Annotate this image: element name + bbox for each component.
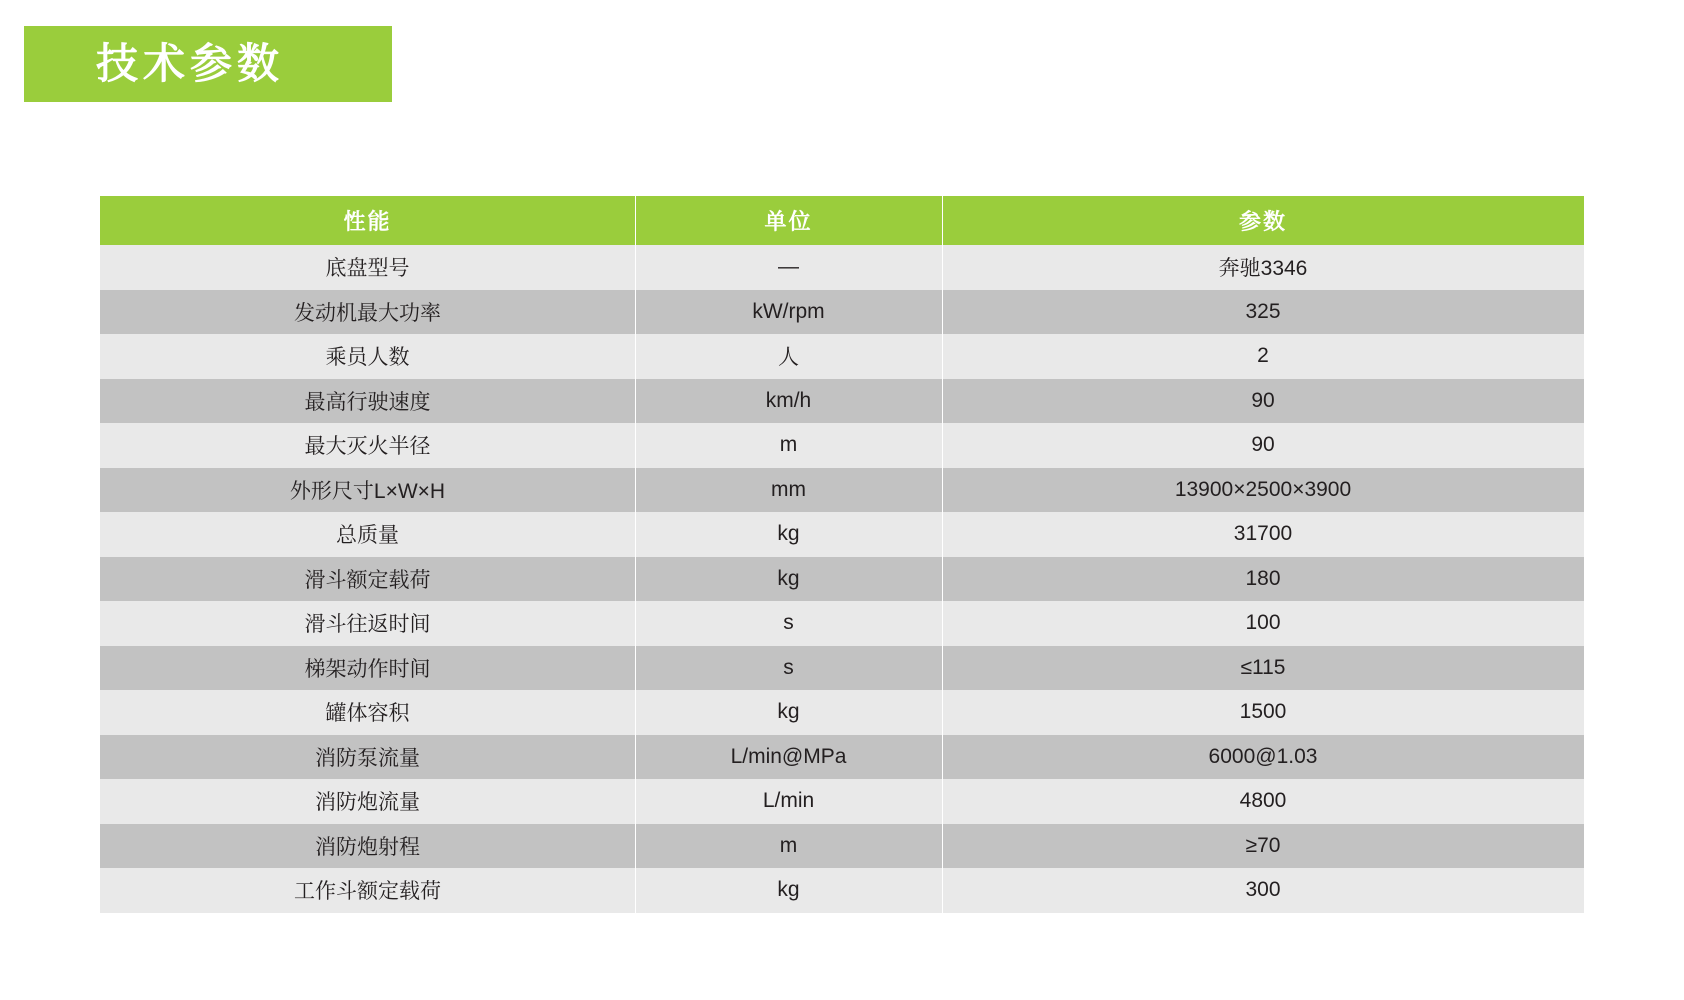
cell-parameter: 100	[942, 601, 1584, 646]
cell-unit: m	[635, 824, 942, 869]
table-row	[100, 512, 1584, 557]
cell-parameter: 4800	[942, 779, 1584, 824]
cell-parameter: ≥70	[942, 824, 1584, 869]
cell-unit: kg	[635, 512, 942, 557]
cell-parameter: 90	[942, 423, 1584, 468]
cell-unit: kW/rpm	[635, 290, 942, 335]
table-row	[100, 290, 1584, 335]
cell-performance: 滑斗往返时间	[100, 601, 635, 646]
cell-performance: 消防泵流量	[100, 735, 635, 780]
table-row	[100, 601, 1584, 646]
cell-unit: kg	[635, 868, 942, 913]
cell-parameter: 31700	[942, 512, 1584, 557]
cell-performance: 发动机最大功率	[100, 290, 635, 335]
cell-performance: 外形尺寸L×W×H	[100, 468, 635, 513]
table-row	[100, 868, 1584, 913]
cell-performance: 最高行驶速度	[100, 379, 635, 424]
table-row	[100, 423, 1584, 468]
cell-performance: 总质量	[100, 512, 635, 557]
column-header-unit: 单位	[635, 196, 942, 245]
table-row	[100, 245, 1584, 290]
specifications-table	[100, 196, 1584, 913]
cell-unit: —	[635, 245, 942, 290]
table-header-row	[100, 196, 1584, 245]
table-body	[100, 245, 1584, 913]
cell-unit: mm	[635, 468, 942, 513]
cell-parameter: 2	[942, 334, 1584, 379]
table-header	[100, 196, 1584, 245]
cell-parameter: 300	[942, 868, 1584, 913]
cell-performance: 滑斗额定载荷	[100, 557, 635, 602]
table-row	[100, 379, 1584, 424]
cell-performance: 罐体容积	[100, 690, 635, 735]
cell-performance: 乘员人数	[100, 334, 635, 379]
cell-unit: L/min@MPa	[635, 735, 942, 780]
cell-parameter: 13900×2500×3900	[942, 468, 1584, 513]
column-header-parameter: 参数	[942, 196, 1584, 245]
cell-performance: 工作斗额定载荷	[100, 868, 635, 913]
cell-performance: 消防炮射程	[100, 824, 635, 869]
table-row	[100, 646, 1584, 691]
page-title-banner	[24, 26, 392, 102]
cell-parameter: 325	[942, 290, 1584, 335]
table-row	[100, 824, 1584, 869]
column-header-performance: 性能	[100, 196, 635, 245]
cell-unit: km/h	[635, 379, 942, 424]
table-row	[100, 690, 1584, 735]
cell-unit: s	[635, 601, 942, 646]
cell-parameter: 180	[942, 557, 1584, 602]
cell-parameter: 6000@1.03	[942, 735, 1584, 780]
table-row	[100, 735, 1584, 780]
cell-parameter: 1500	[942, 690, 1584, 735]
cell-parameter: 90	[942, 379, 1584, 424]
table-row	[100, 557, 1584, 602]
cell-performance: 最大灭火半径	[100, 423, 635, 468]
cell-unit: L/min	[635, 779, 942, 824]
cell-unit: kg	[635, 557, 942, 602]
cell-unit: kg	[635, 690, 942, 735]
cell-performance: 梯架动作时间	[100, 646, 635, 691]
cell-unit: s	[635, 646, 942, 691]
table-row	[100, 468, 1584, 513]
table-row	[100, 779, 1584, 824]
cell-parameter: 奔驰3346	[942, 245, 1584, 290]
specifications-table-container	[100, 196, 1584, 913]
page-title: 技术参数	[96, 40, 285, 87]
cell-performance: 消防炮流量	[100, 779, 635, 824]
cell-performance: 底盘型号	[100, 245, 635, 290]
table-row	[100, 334, 1584, 379]
cell-unit: 人	[635, 334, 942, 379]
cell-parameter: ≤115	[942, 646, 1584, 691]
cell-unit: m	[635, 423, 942, 468]
